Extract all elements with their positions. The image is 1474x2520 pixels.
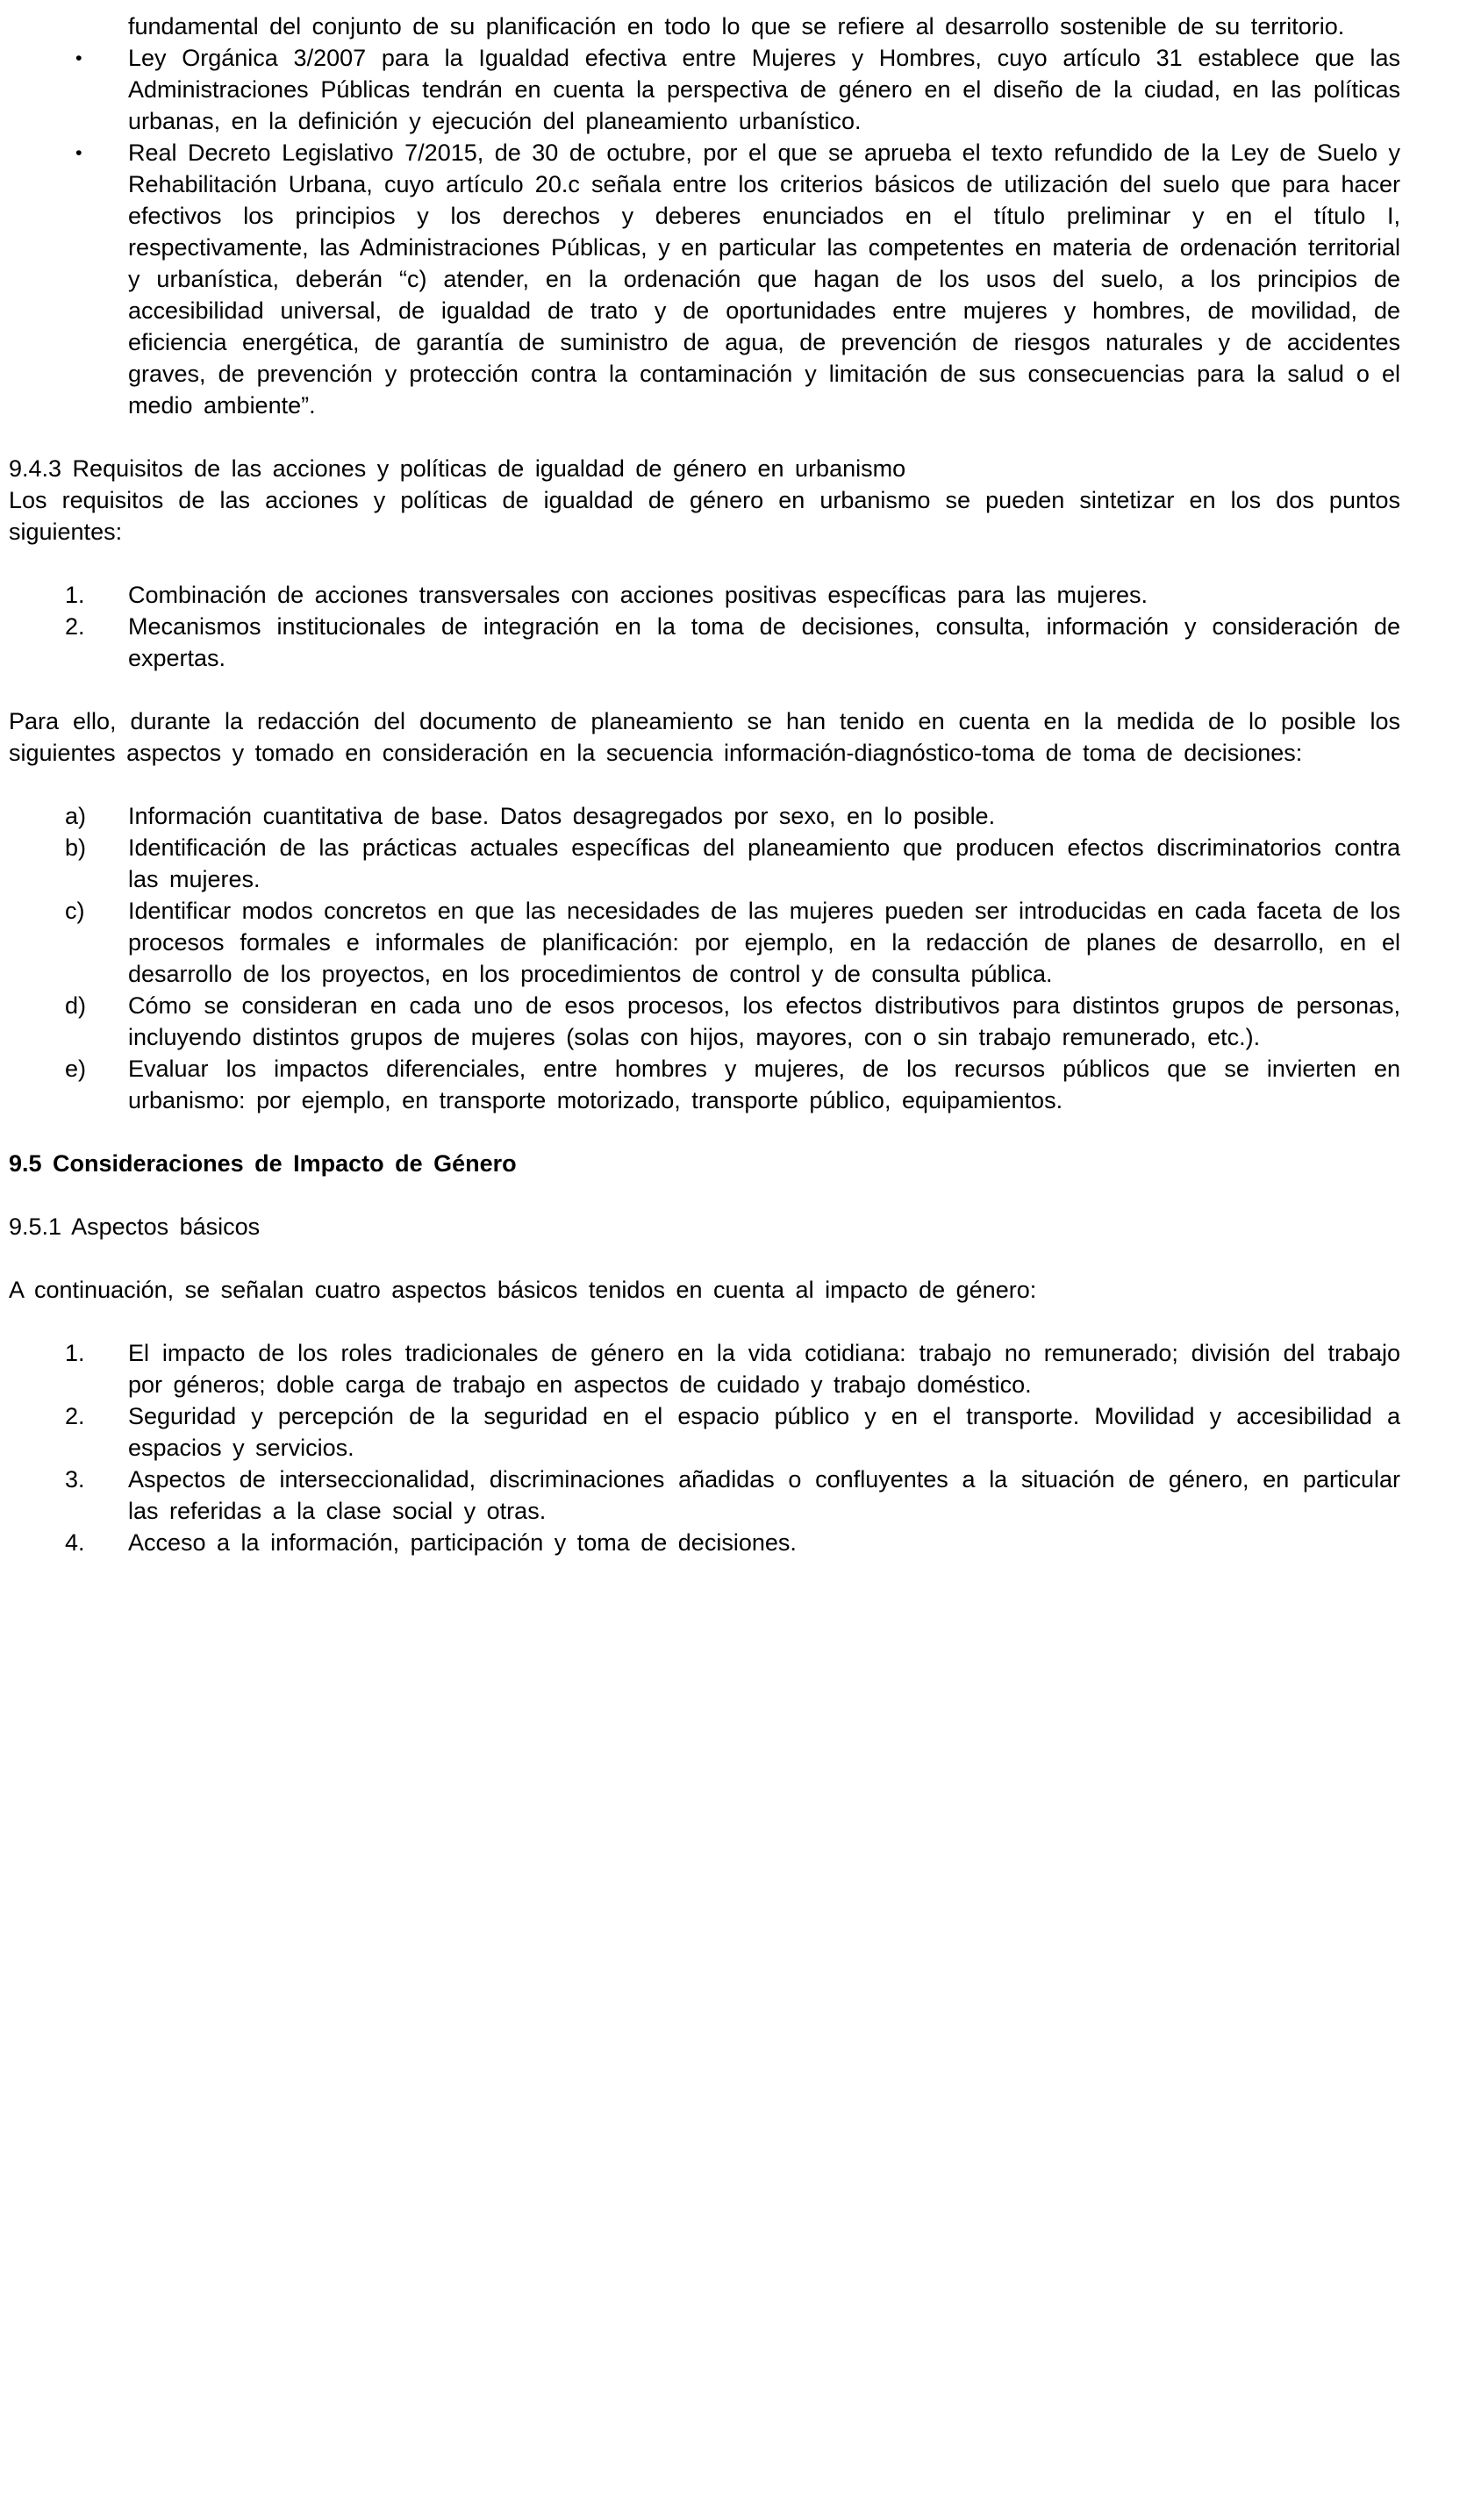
list-item-text: Evaluar los impactos diferenciales, entre hombres y mujeres, de los recursos públicos que se invierten en urbanismo: por ejemplo, en transporte motorizado, transporte público, equipamientos. (128, 1056, 1400, 1113)
list-letter-marker: e) (65, 1056, 87, 1082)
bullet-icon: • (75, 141, 82, 163)
bullet-icon: • (75, 47, 82, 68)
section-95-intro: A continuación, se señalan cuatro aspectos básicos tenidos en cuenta al impacto de género: (9, 1277, 1037, 1303)
list-item (9, 1400, 1400, 1464)
impact-aspects-list (9, 1337, 1400, 1558)
list-item (9, 611, 1400, 674)
list-item-text: Mecanismos institucionales de integración en la toma de decisiones, consulta, información y consideración de expertas. (128, 613, 1400, 671)
list-item (9, 1527, 1400, 1558)
aspects-intro-paragraph: Para ello, durante la redacción del documento de planeamiento se han tenido en cuenta en la medida de lo posible los siguientes aspectos y tomado en consideración en la secuencia información-diagnóstico-toma de toma de decisiones: (9, 708, 1400, 766)
list-number-marker: 1. (65, 1340, 85, 1366)
list-item-text: Ley Orgánica 3/2007 para la Igualdad efectiva entre Mujeres y Hombres, cuyo artículo 31 establece que las Administraciones Públicas tendrán en cuenta la perspectiva de género en el diseño de la ciudad, en las políticas urbanas, en la definición y ejecución del planeamiento urbanístico. (128, 45, 1400, 134)
list-item-text: Información cuantitativa de base. Datos desagregados por sexo, en lo posible. (128, 803, 996, 829)
list-item (9, 832, 1400, 895)
list-item (9, 800, 1400, 832)
legal-references-list (9, 42, 1400, 421)
list-item-real-decreto (9, 137, 1400, 421)
continuation-paragraph: fundamental del conjunto de su planificación en todo lo que se refiere al desarrollo sostenible de su territorio. (128, 13, 1345, 39)
list-item-text: Cómo se consideran en cada uno de esos procesos, los efectos distributivos para distintos grupos de personas, incluyendo distintos grupos de mujeres (solas con hijos, mayores, con o sin trabajo remunerado, etc.). (128, 992, 1400, 1050)
list-item-text: Seguridad y percepción de la seguridad en el espacio público y en el transporte. Movilidad y accesibilidad a espacios y servicios. (128, 1403, 1400, 1461)
list-letter-marker: a) (65, 803, 87, 829)
list-number-marker: 4. (65, 1529, 85, 1556)
list-letter-marker: c) (65, 898, 85, 924)
list-item (9, 895, 1400, 990)
list-item-text: El impacto de los roles tradicionales de género en la vida cotidiana: trabajo no remunerado; división del trabajo por géneros; doble carga de trabajo en aspectos de cuidado y trabajo doméstico. (128, 1340, 1400, 1398)
list-item (9, 1053, 1400, 1116)
list-item (9, 1337, 1400, 1400)
list-number-marker: 1. (65, 582, 85, 608)
list-letter-marker: d) (65, 992, 87, 1019)
list-item-text: Acceso a la información, participación y toma de decisiones. (128, 1529, 797, 1556)
list-number-marker: 3. (65, 1466, 85, 1493)
section-95-heading: 9.5 Consideraciones de Impacto de Género (9, 1150, 517, 1177)
section-943-intro: Los requisitos de las acciones y políticas de igualdad de género en urbanismo se pueden sintetizar en los dos puntos siguientes: (9, 487, 1400, 545)
list-item (9, 1464, 1400, 1527)
lettered-aspects-list (9, 800, 1400, 1116)
section-943-heading: 9.4.3 Requisitos de las acciones y políticas de igualdad de género en urbanismo (9, 455, 906, 482)
list-item (9, 990, 1400, 1053)
section-943-numbered-list (9, 579, 1400, 674)
list-letter-marker: b) (65, 834, 87, 861)
list-number-marker: 2. (65, 613, 85, 640)
list-item-text: Real Decreto Legislativo 7/2015, de 30 de octubre, por el que se aprueba el texto refundido de la Ley de Suelo y Rehabilitación Urbana, cuyo artículo 20.c señala entre los criterios básicos de utilización del suelo que para hacer efectivos los principios y los derechos y deberes enunciados en el título preliminar y en el título I, respectivamente, las Administraciones Públicas, y en particular las competentes en materia de ordenación territorial y urbanística, deberán “c) atender, en la ordenación que hagan de los usos del suelo, a los principios de accesibilidad universal, de igualdad de trato y de oportunidades entre mujeres y hombres, de movilidad, de eficiencia energética, de garantía de suministro de agua, de prevención de riesgos naturales y de accidentes graves, de prevención y protección contra la contaminación y limitación de sus consecuencias para la salud o el medio ambiente”. (128, 140, 1400, 419)
list-item-text: Aspectos de interseccionalidad, discriminaciones añadidas o confluyentes a la situación de género, en particular las referidas a la clase social y otras. (128, 1466, 1400, 1524)
list-item-ley-organica (9, 42, 1400, 137)
section-951-subheading: 9.5.1 Aspectos básicos (9, 1213, 261, 1240)
list-item-text: Identificación de las prácticas actuales específicas del planeamiento que producen efectos discriminatorios contra las mujeres. (128, 834, 1400, 892)
list-number-marker: 2. (65, 1403, 85, 1429)
list-item-text: Identificar modos concretos en que las necesidades de las mujeres pueden ser introducidas en cada faceta de los procesos formales e informales de planificación: por ejemplo, en la redacción de planes de desarrollo, en el desarrollo de los proyectos, en los procedimientos de control y de consulta pública. (128, 898, 1400, 987)
list-item-text: Combinación de acciones transversales con acciones positivas específicas para las mujeres. (128, 582, 1148, 608)
list-item (9, 579, 1400, 611)
